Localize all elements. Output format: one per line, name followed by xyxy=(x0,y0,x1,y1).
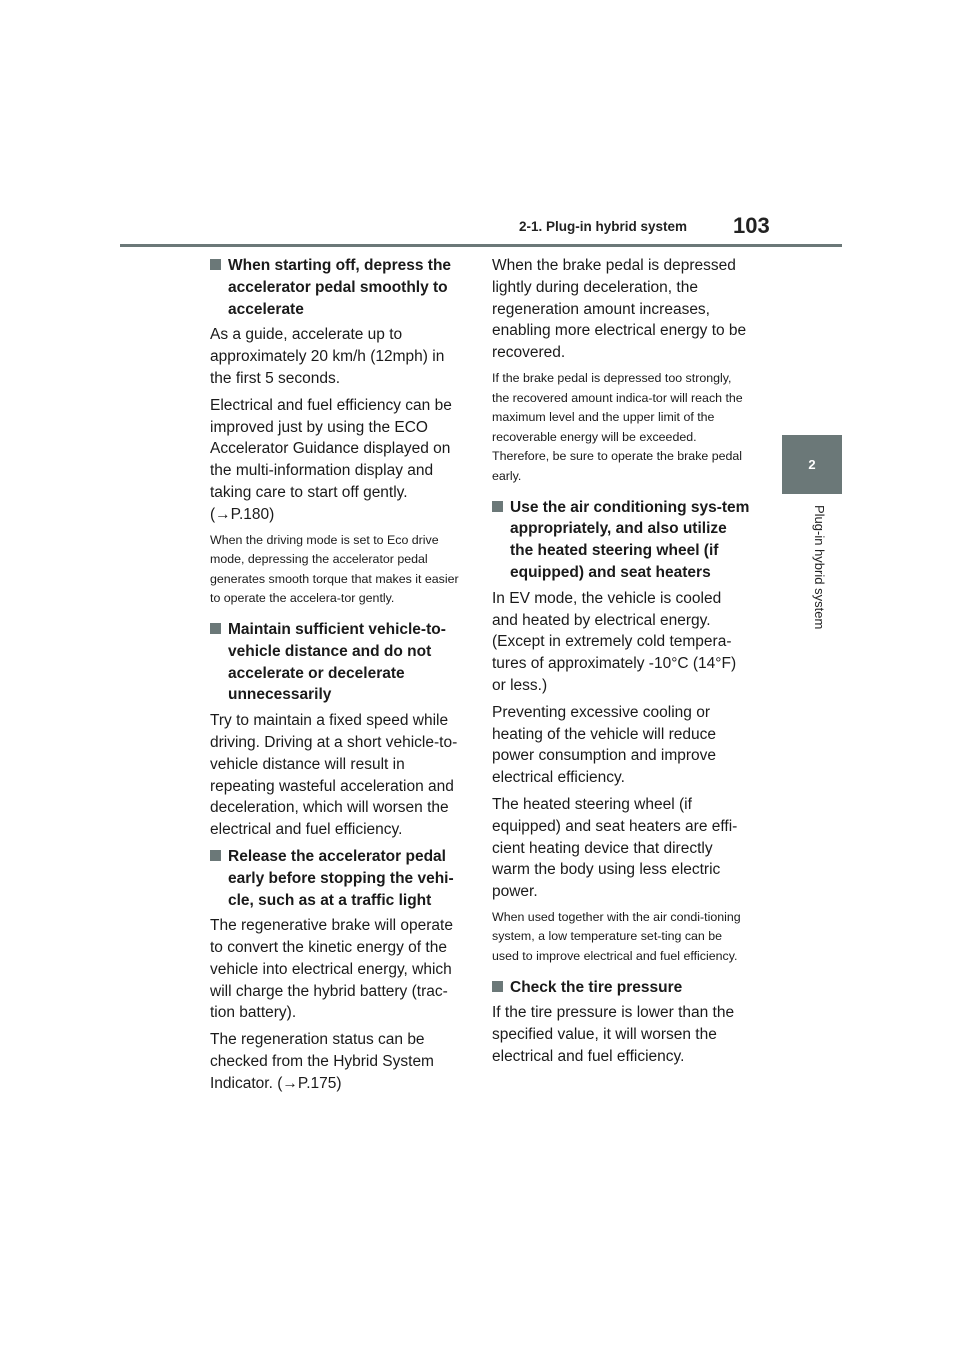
left-column xyxy=(210,255,468,1100)
paragraph: Try to maintain a fixed speed while driving. Driving at a short vehicle-to-vehicle distance will result in repeating wasteful acceleration and deceleration, which will worsen the electrical and fuel efficiency. xyxy=(210,712,458,839)
section-heading xyxy=(492,977,750,999)
paragraph: Preventing excessive cooling or heating of the vehicle will reduce power consumption and improve electrical efficiency. xyxy=(492,703,717,787)
paragraph: Electrical and fuel efficiency can be improved just by using the ECO Accelerator Guidance displayed on the multi-information display and taking care to start off gently. (→P.180) xyxy=(210,396,452,523)
right-column xyxy=(492,255,750,1073)
section-release-accelerator xyxy=(210,846,468,1095)
section-starting-off xyxy=(210,255,468,609)
section-heading-text: Release the accelerator pedal early before stopping the vehi-cle, such as at a traffic light xyxy=(228,847,454,909)
square-bullet-icon xyxy=(210,850,221,861)
square-bullet-icon xyxy=(492,981,503,992)
section-heading xyxy=(210,619,468,706)
section-heading-text: Maintain sufficient vehicle-to-vehicle distance and do not accelerate or decelerate unnecessarily xyxy=(228,620,446,704)
paragraph: As a guide, accelerate up to approximately 20 km/h (12mph) in the first 5 seconds. xyxy=(210,326,445,387)
section-tire-pressure xyxy=(492,977,750,1068)
section-brake-pedal xyxy=(492,255,750,487)
note-paragraph: If the brake pedal is depressed too strongly, the recovered amount indica-tor will reach the maximum level and the upper limit of the recoverable energy will be exceeded. Therefore, be sure to operate the brake pedal early. xyxy=(492,370,743,483)
paragraph: When the brake pedal is depressed lightly during deceleration, the regeneration amount increases, enabling more electrical energy to be recovered. xyxy=(492,257,747,362)
section-air-conditioning xyxy=(492,497,750,967)
square-bullet-icon xyxy=(210,623,221,634)
paragraph: The regenerative brake will operate to convert the kinetic energy of the vehicle into electrical energy, which will charge the hybrid battery (trac-tion battery). xyxy=(210,917,453,1022)
chapter-title: Plug-in hybrid system xyxy=(812,505,827,630)
paragraph: The heated steering wheel (if equipped) and seat heaters are effi-cient heating device that directly warm the body using less electric power. xyxy=(492,795,738,901)
chapter-tab xyxy=(782,435,842,494)
section-heading xyxy=(492,497,750,584)
chapter-number: 2 xyxy=(808,457,816,472)
square-bullet-icon xyxy=(210,259,221,270)
section-heading-text: When starting off, depress the accelerator pedal smoothly to accelerate xyxy=(228,257,452,318)
page-number: 103 xyxy=(733,213,770,238)
paragraph: The regeneration status can be checked from the Hybrid System Indicator. (→P.175) xyxy=(210,1031,434,1092)
note-paragraph: When used together with the air condi-tioning system, a low temperature set-ting can be used to improve electrical and fuel efficiency. xyxy=(492,909,741,964)
paragraph: In EV mode, the vehicle is cooled and heated by electrical energy. (Except in extremely cold tempera-tures of approximately -10°C (14°F) or less.) xyxy=(492,589,737,694)
section-vehicle-distance xyxy=(210,619,468,841)
section-heading xyxy=(210,255,468,320)
header-divider xyxy=(120,244,842,247)
paragraph: If the tire pressure is lower than the specified value, it will worsen the electrical and fuel efficiency. xyxy=(492,1004,735,1066)
section-heading xyxy=(210,846,468,911)
section-title: 2-1. Plug-in hybrid system xyxy=(519,219,688,234)
section-heading-text: Use the air conditioning sys-tem appropriately, and also utilize the heated steering wheel (if equipped) and seat heaters xyxy=(510,498,750,581)
note-paragraph: When the driving mode is set to Eco drive mode, depressing the accelerator pedal generates smooth torque that makes it easier to operate the accelera-tor gently. xyxy=(210,532,459,606)
square-bullet-icon xyxy=(492,501,503,512)
section-heading-text: Check the tire pressure xyxy=(510,978,683,996)
